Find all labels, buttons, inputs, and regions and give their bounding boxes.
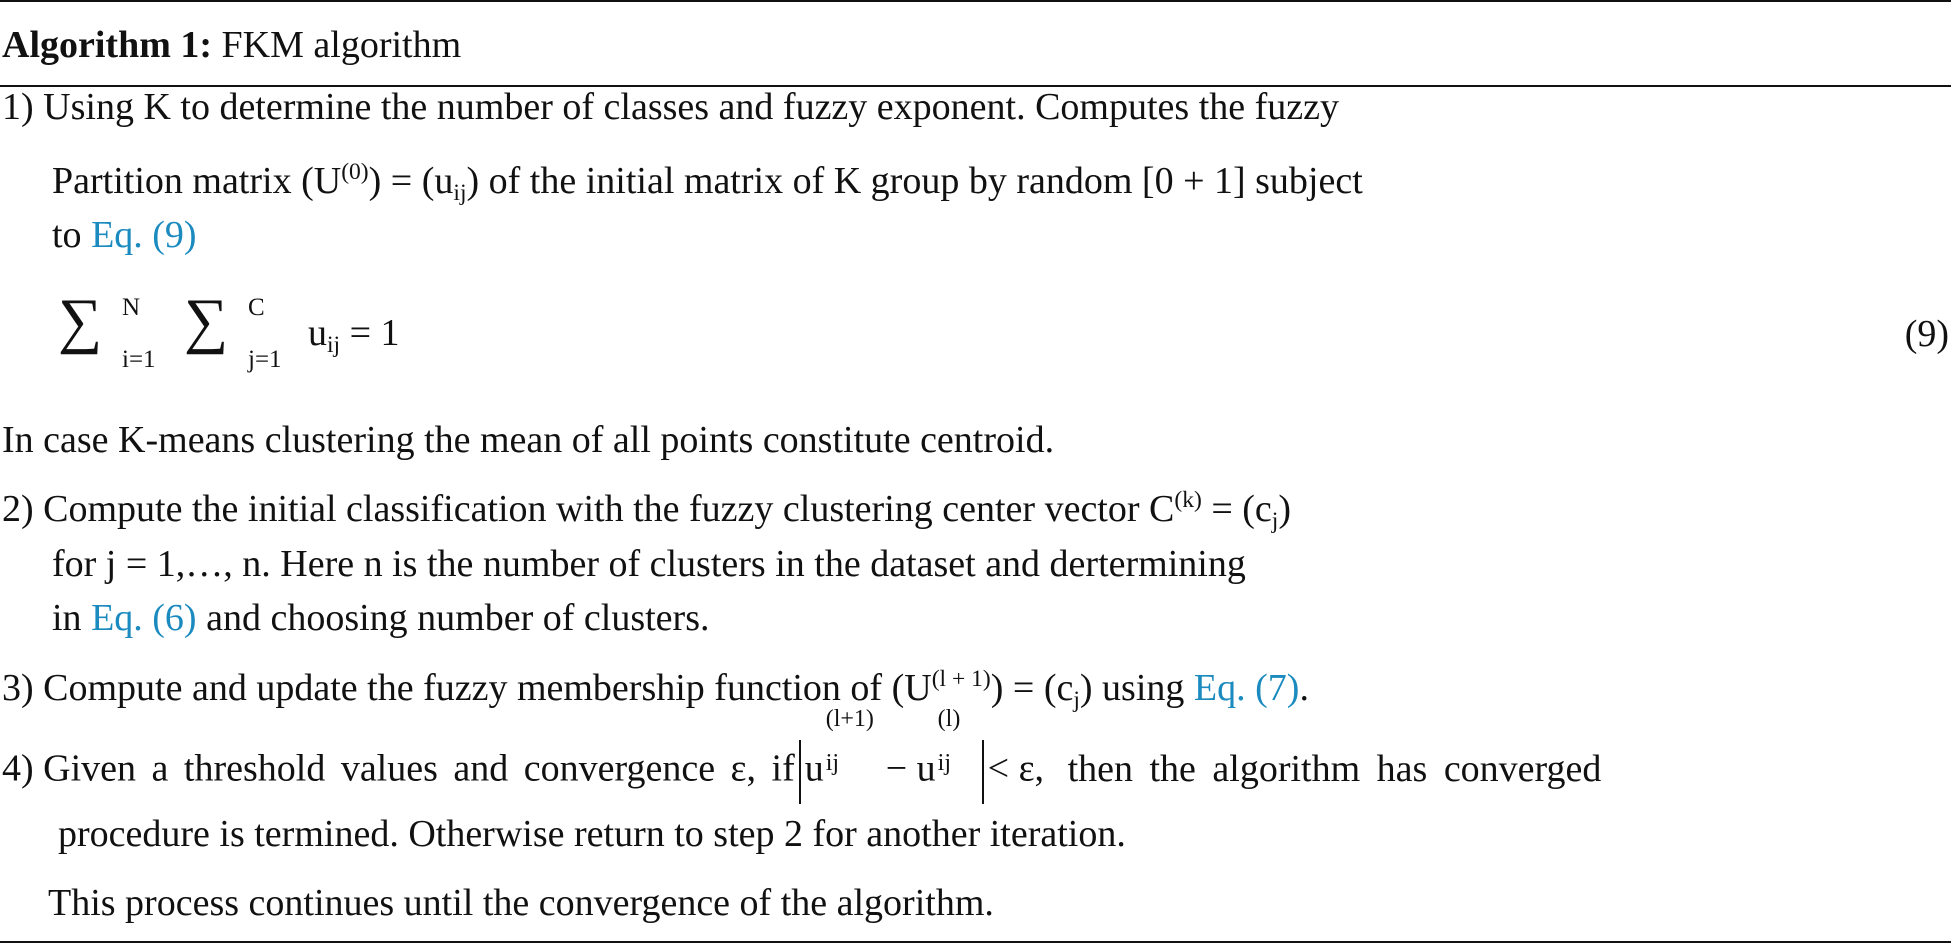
term-sub: ij bbox=[327, 332, 341, 359]
step3-sup: (l + 1) bbox=[931, 666, 991, 693]
step2-text1c: ) bbox=[1278, 488, 1291, 530]
sum-symbol-2: ∑ bbox=[184, 287, 229, 355]
step2-sub: j bbox=[1271, 508, 1279, 535]
sum-symbol-1: ∑ bbox=[58, 287, 103, 355]
equation-number: (9) bbox=[1904, 313, 1949, 355]
step2-line2: for j = 1,…, n. Here n is the number of clusters in the dataset and dertermining bbox=[52, 543, 1246, 585]
u1: u bbox=[804, 747, 824, 790]
step4-text-b: then the algorithm has converged bbox=[1067, 747, 1602, 790]
algorithm-label: Algorithm 1: bbox=[2, 24, 213, 66]
u2-sup: (l) bbox=[937, 705, 961, 732]
step2-text1a: Compute the initial classification with the fuzzy clustering center vector C bbox=[43, 488, 1175, 530]
step3-text-b: ) = (c bbox=[990, 667, 1074, 709]
u1-sup: (l+1) bbox=[825, 705, 874, 732]
eq9-link[interactable]: Eq. (9) bbox=[91, 214, 197, 256]
step1-number: 1) bbox=[2, 86, 34, 128]
u1-sub: ij bbox=[825, 749, 840, 776]
step2-line3 bbox=[52, 599, 709, 637]
equation-9 bbox=[58, 287, 478, 380]
closing-text: This process continues until the convergence of the algorithm. bbox=[48, 882, 994, 924]
step1-text2c: ) of the initial matrix of K group by random [0 + 1] subject bbox=[466, 160, 1363, 202]
step4-text-a: Given a threshold values and convergence ε, if bbox=[43, 747, 795, 790]
step4-line2: procedure is termined. Otherwise return to step 2 for another iteration. bbox=[58, 813, 1126, 855]
step1-text2a: Partition matrix (U bbox=[52, 160, 342, 202]
step1-line2 bbox=[52, 159, 1363, 207]
step1-line1 bbox=[2, 88, 1339, 126]
algorithm-header bbox=[2, 26, 461, 64]
term-u: u bbox=[308, 312, 327, 354]
abs-bar-left bbox=[799, 740, 801, 804]
step2-sup: (k) bbox=[1174, 487, 1202, 514]
step2-text1b: = (c bbox=[1201, 488, 1272, 530]
eq7-link[interactable]: Eq. (7) bbox=[1193, 667, 1300, 709]
step1-line3 bbox=[52, 216, 197, 254]
equation9-term bbox=[308, 312, 400, 359]
step1-sup: (0) bbox=[341, 159, 369, 186]
step3-sub: j bbox=[1073, 687, 1080, 714]
less-than-epsilon: < ε, bbox=[987, 747, 1045, 790]
step3-text-c: ) using bbox=[1079, 667, 1194, 709]
step3-text-a: Compute and update the fuzzy membership function of (U bbox=[43, 667, 932, 709]
step2-line1 bbox=[2, 487, 1291, 535]
algorithm-title: FKM algorithm bbox=[221, 24, 462, 66]
u2: u bbox=[916, 747, 936, 790]
step3-line bbox=[2, 666, 1309, 714]
sum2-lower: j=1 bbox=[248, 346, 282, 373]
u2-indices bbox=[936, 705, 978, 781]
step1-text2b: ) = (u bbox=[368, 160, 454, 202]
sum1-lower: i=1 bbox=[122, 346, 156, 373]
step2-text3b: and choosing number of clusters. bbox=[196, 597, 710, 639]
step1-text1: Using K to determine the number of classes and fuzzy exponent. Computes the fuzzy bbox=[43, 86, 1340, 128]
top-rule bbox=[0, 0, 1951, 2]
abs-bar-right bbox=[982, 740, 984, 804]
eq6-link[interactable]: Eq. (6) bbox=[91, 597, 197, 639]
bottom-rule bbox=[0, 941, 1951, 943]
step2-number: 2) bbox=[2, 488, 34, 530]
step1-sub: ij bbox=[453, 180, 467, 207]
step4-line1 bbox=[2, 705, 1602, 804]
minus-sign: − bbox=[885, 747, 908, 790]
centroid-note: In case K-means clustering the mean of all points constitute centroid. bbox=[2, 419, 1055, 461]
sum1-upper: N bbox=[122, 294, 141, 321]
step2-text3a: in bbox=[52, 597, 92, 639]
step3-text-d: . bbox=[1299, 667, 1309, 709]
u1-indices bbox=[824, 705, 886, 781]
equation9-rhs: = 1 bbox=[349, 312, 400, 354]
sum2-upper: C bbox=[248, 294, 265, 321]
step4-number: 4) bbox=[2, 747, 34, 790]
step3-number: 3) bbox=[2, 667, 34, 709]
step1-text3a: to bbox=[52, 214, 92, 256]
u2-sub: ij bbox=[937, 749, 952, 776]
